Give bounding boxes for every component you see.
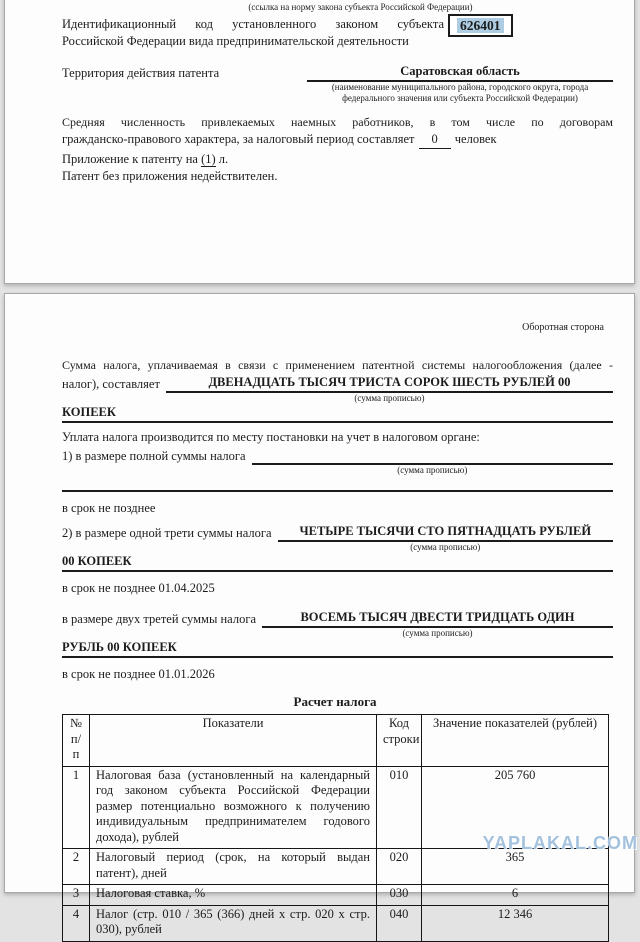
avg-workers-text: гражданско-правового характера, за налоговый период составляет [62,132,415,146]
law-reference-note: (ссылка на норму закона субъекта Российской Федерации) [248,2,473,12]
table-row [63,905,609,941]
avg-workers-suffix: человек [454,132,497,146]
row-number: 4 [63,905,90,941]
tax-sum-in-words-value: ДВЕНАДЦАТЬ ТЫСЯЧ ТРИСТА СОРОК ШЕСТЬ РУБЛЕЙ 00 [166,374,613,393]
tax-calculation-table [62,714,609,942]
row-value: 6 [422,885,609,906]
territory-value: Саратовская область [307,63,613,82]
payment-intro: Уплата налога производится по месту постановки на учет в налоговом органе: [62,430,480,444]
row-code: 020 [377,849,422,885]
territory-field [62,63,613,82]
row-number: 3 [63,885,90,906]
header-row-number: № п/п [63,715,90,767]
territory-note-line1: (наименование муниципального района, городского округа, города [331,82,589,92]
header-indicator-values: Значение показателей (рублей) [422,715,609,767]
tax-sum-intro-line1: Сумма налога, уплачиваемая в связи с применением патентной системы налогообложения (далее - [62,358,613,372]
invalid-without-attachment-note: Патент без приложения недействителен. [62,169,278,183]
attachment-sheets-value: (1) [201,152,216,166]
attachment-line [62,151,613,168]
two-thirds-value-continuation: РУБЛЬ 00 КОПЕЕК [62,639,613,658]
table-header-row [63,715,609,767]
deadline-3: в срок не позднее 01.01.2026 [62,667,215,681]
row-value: 12 346 [422,905,609,941]
patent-document-back-page [4,293,635,936]
activity-code-value: 626401 [457,18,504,33]
deadline-2: в срок не позднее 01.04.2025 [62,581,215,595]
row-indicator: Налоговый период (срок, на который выдан патент), дней [90,849,377,885]
avg-workers-line1: Средняя численность привлекаемых наемных работников, в том числе по договорам [62,115,613,129]
table-row [63,885,609,906]
one-third-field [62,523,613,542]
territory-note-line2: федерального значения или субъекта Российской Федерации) [342,93,578,103]
full-sum-field [62,448,613,465]
two-thirds-value: ВОСЕМЬ ТЫСЯЧ ДВЕСТИ ТРИДЦАТЬ ОДИН [262,609,613,628]
header-line-code: Код строки [377,715,422,767]
row-indicator: Налоговая ставка, % [90,885,377,906]
patent-document-front-page [4,0,635,284]
deadline-1: в срок не позднее [62,501,156,515]
attachment-prefix: Приложение к патенту на [62,152,198,166]
full-sum-blank-line2 [62,479,613,492]
avg-workers-block [62,114,613,149]
row-number: 1 [63,766,90,849]
activity-code-label-line2: Российской Федерации вида предпринимательской деятельности [62,34,409,48]
header-indicators: Показатели [90,715,377,767]
activity-code-block [62,16,613,50]
one-third-value: ЧЕТЫРЕ ТЫСЯЧИ СТО ПЯТНАДЦАТЬ РУБЛЕЙ [278,523,613,542]
reverse-side-note: Оборотная сторона [522,322,604,333]
activity-code-box [448,14,513,37]
avg-workers-line2 [62,131,613,149]
two-thirds-label: в размере двух третей суммы налога [62,612,256,626]
tax-sum-in-words-continuation: КОПЕЕК [62,404,613,423]
avg-workers-value: 0 [419,131,451,149]
row-value: 365 [422,849,609,885]
row-code: 010 [377,766,422,849]
activity-code-label-line1: Идентификационный код установленного законом субъекта [62,17,444,31]
territory-label: Территория действия патента [62,66,220,80]
sum-in-words-caption: (сумма прописью) [410,542,481,552]
territory-note [62,82,613,104]
table-row [63,849,609,885]
tax-calculation-title: Расчет налога [293,694,377,709]
attachment-suffix: л. [218,152,229,166]
one-third-label: 2) в размере одной трети суммы налога [62,526,272,540]
sum-in-words-caption: (сумма прописью) [354,393,425,403]
row-indicator: Налог (стр. 010 / 365 (366) дней х стр. 020 х стр. 030), рублей [90,905,377,941]
yaplakal-watermark: YAPLAKAL.COM [482,833,638,853]
row-code: 040 [377,905,422,941]
full-sum-blank [252,448,613,465]
row-number: 2 [63,849,90,885]
full-sum-label: 1) в размере полной суммы налога [62,449,246,463]
tax-sum-block [62,357,613,423]
one-third-value-continuation: 00 КОПЕЕК [62,553,613,572]
row-value: 205 760 [422,766,609,849]
row-code: 030 [377,885,422,906]
two-thirds-field [62,609,613,628]
tax-sum-intro-line2: налог), составляет [62,377,160,391]
sum-in-words-caption: (сумма прописью) [397,465,468,475]
sum-in-words-caption: (сумма прописью) [402,628,473,638]
row-indicator: Налоговая база (установленный на календарный год законом субъекта Российской Федерации размер потенциально возможного к получению индивидуальным предпринимателем годового дохода), рублей [90,766,377,849]
